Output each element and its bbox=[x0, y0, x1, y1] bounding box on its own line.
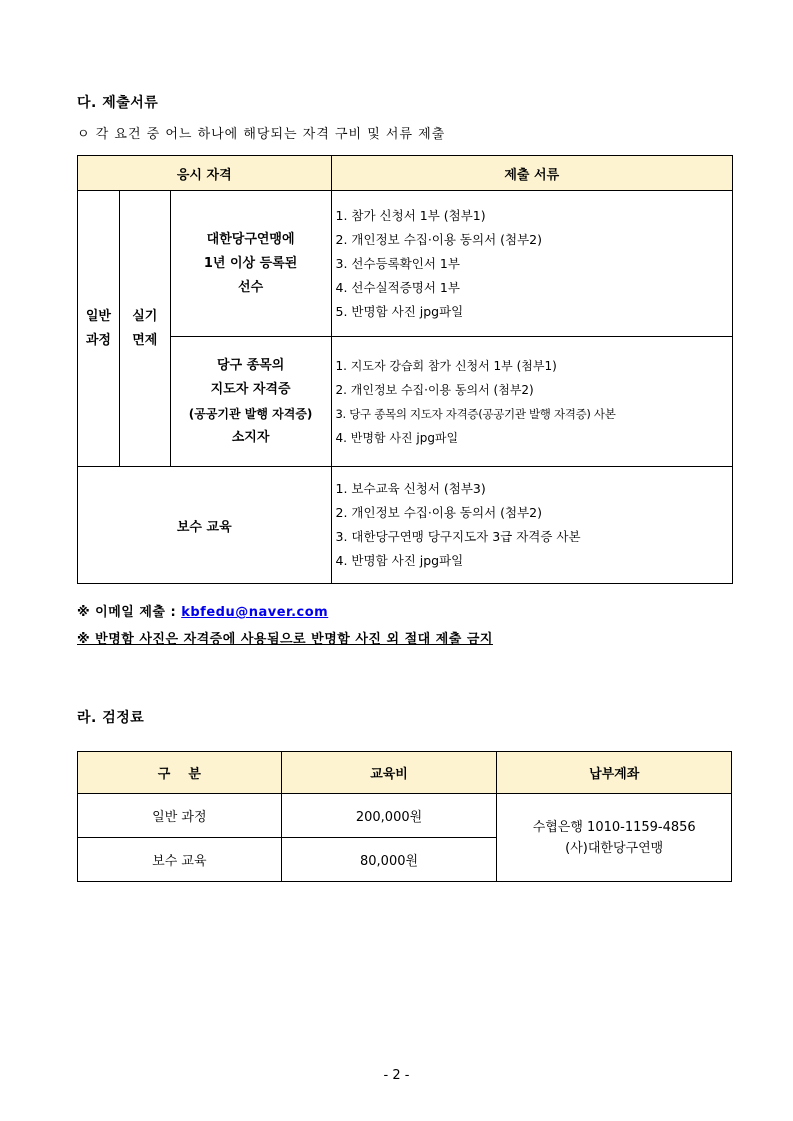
group1-qual-line: 대한당구연맹에 bbox=[206, 231, 295, 247]
practical-exemption-cell bbox=[119, 191, 170, 467]
submission-docs-table bbox=[77, 155, 733, 584]
doc-item: 4. 반명함 사진 jpg파일 bbox=[335, 430, 459, 445]
doc-item: 3. 대한당구연맹 당구지도자 3급 자격증 사본 bbox=[335, 529, 581, 544]
doc-item: 2. 개인정보 수집·이용 동의서 (첨부2) bbox=[335, 231, 542, 247]
account-line2: (사)대한당구연맹 bbox=[565, 840, 664, 856]
header-documents: 제출 서류 bbox=[331, 156, 732, 191]
group2-qual-line: (공공기관 발행 자격증) bbox=[188, 406, 313, 421]
group2-documents bbox=[331, 337, 732, 467]
email-label: ※ 이메일 제출 : bbox=[77, 605, 182, 620]
group2-qual-line: 당구 종목의 bbox=[216, 357, 285, 373]
photo-warning: ※ 반명함 사진은 자격증에 사용됨으로 반명함 사진 외 절대 제출 금지 bbox=[77, 632, 493, 647]
group1-qualification bbox=[170, 191, 331, 337]
group2-qual-line: 소지자 bbox=[231, 429, 270, 445]
doc-item: 4. 선수실적증명서 1부 bbox=[335, 279, 460, 295]
header-category: 구 분 bbox=[78, 752, 282, 794]
course-general-cell bbox=[78, 191, 120, 467]
exemption-line1: 실기 bbox=[132, 308, 158, 324]
course-general-line2: 과정 bbox=[85, 332, 111, 348]
doc-item: 3. 선수등록확인서 1부 bbox=[335, 255, 460, 271]
fee-row-amount: 80,000원 bbox=[281, 838, 497, 882]
header-account: 납부계좌 bbox=[497, 752, 732, 794]
fee-row-category: 일반 과정 bbox=[78, 794, 282, 838]
doc-item: 5. 반명함 사진 jpg파일 bbox=[335, 303, 464, 319]
group1-qual-line: 1년 이상 등록된 bbox=[203, 255, 298, 271]
fee-row-amount: 200,000원 bbox=[281, 794, 497, 838]
account-line1: 수협은행 1010-1159-4856 bbox=[532, 819, 696, 835]
header-fee: 교육비 bbox=[281, 752, 497, 794]
header-qualification: 응시 자격 bbox=[78, 156, 332, 191]
group1-documents bbox=[331, 191, 732, 337]
section-title-submission-docs: 다. 제출서류 bbox=[77, 95, 159, 111]
email-link[interactable]: kbfedu@naver.com bbox=[181, 605, 329, 620]
doc-item: 1. 지도자 강습회 참가 신청서 1부 (첨부1) bbox=[335, 358, 557, 373]
group3-qualification: 보수 교육 bbox=[78, 467, 332, 584]
group2-qualification bbox=[170, 337, 331, 467]
page-number: - 2 - bbox=[383, 1068, 410, 1083]
submission-note: ㅇ 각 요건 중 어느 하나에 해당되는 자격 구비 및 서류 제출 bbox=[77, 127, 446, 142]
group3-documents bbox=[331, 467, 732, 584]
doc-item: 1. 참가 신청서 1부 (첨부1) bbox=[335, 207, 486, 223]
group2-qual-line: 지도자 자격증 bbox=[210, 381, 291, 397]
section-title-fee: 라. 검정료 bbox=[77, 710, 145, 726]
group1-qual-line: 선수 bbox=[238, 279, 264, 295]
doc-item: 3. 당구 종목의 지도자 자격증(공공기관 발행 자격증) 사본 bbox=[335, 406, 616, 421]
fee-table bbox=[77, 751, 732, 882]
doc-item: 4. 반명함 사진 jpg파일 bbox=[335, 553, 464, 568]
exemption-line2: 면제 bbox=[132, 332, 158, 348]
doc-item: 1. 보수교육 신청서 (첨부3) bbox=[335, 481, 486, 496]
account-cell bbox=[497, 794, 732, 882]
doc-item: 2. 개인정보 수집·이용 동의서 (첨부2) bbox=[335, 382, 534, 397]
doc-item: 2. 개인정보 수집·이용 동의서 (첨부2) bbox=[335, 505, 542, 520]
email-submission-line bbox=[77, 601, 328, 620]
course-general-line1: 일반 bbox=[85, 308, 111, 324]
fee-row-category: 보수 교육 bbox=[78, 838, 282, 882]
